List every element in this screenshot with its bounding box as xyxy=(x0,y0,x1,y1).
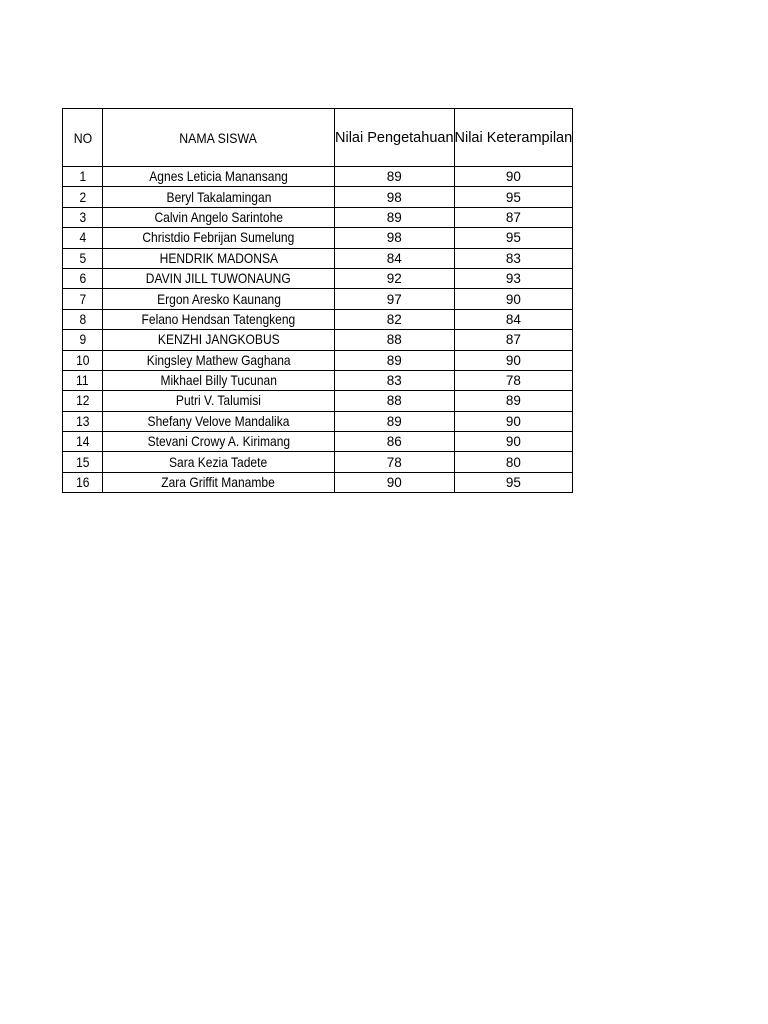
cell-no: 16 xyxy=(63,472,103,492)
cell-name: Ergon Aresko Kaunang xyxy=(103,289,335,309)
cell-pengetahuan: 98 xyxy=(335,228,455,248)
cell-keterampilan: 78 xyxy=(454,370,573,390)
cell-no: 6 xyxy=(63,268,103,288)
table-row xyxy=(63,391,573,411)
cell-no: 8 xyxy=(63,309,103,329)
table-row xyxy=(63,228,573,248)
cell-name: Agnes Leticia Manansang xyxy=(103,167,335,187)
cell-name: DAVIN JILL TUWONAUNG xyxy=(103,268,335,288)
header-keterampilan: Nilai Keterampilan xyxy=(454,109,573,167)
header-pengetahuan: Nilai Pengetahuan xyxy=(335,109,455,167)
cell-pengetahuan: 78 xyxy=(335,452,455,472)
cell-no: 3 xyxy=(63,207,103,227)
header-name xyxy=(103,109,335,167)
cell-pengetahuan: 84 xyxy=(335,248,455,268)
cell-pengetahuan: 97 xyxy=(335,289,455,309)
cell-pengetahuan: 90 xyxy=(335,472,455,492)
cell-pengetahuan: 82 xyxy=(335,309,455,329)
cell-name: Christdio Febrijan Sumelung xyxy=(103,228,335,248)
table-row xyxy=(63,268,573,288)
cell-name: Mikhael Billy Tucunan xyxy=(103,370,335,390)
cell-no: 2 xyxy=(63,187,103,207)
cell-name: KENZHI JANGKOBUS xyxy=(103,330,335,350)
table-row xyxy=(63,167,573,187)
cell-pengetahuan: 89 xyxy=(335,350,455,370)
cell-no: 14 xyxy=(63,432,103,452)
cell-keterampilan: 90 xyxy=(454,411,573,431)
cell-no: 7 xyxy=(63,289,103,309)
cell-keterampilan: 93 xyxy=(454,268,573,288)
table-row xyxy=(63,289,573,309)
table-header-row xyxy=(63,109,573,167)
cell-no: 13 xyxy=(63,411,103,431)
cell-no: 15 xyxy=(63,452,103,472)
cell-no: 10 xyxy=(63,350,103,370)
cell-pengetahuan: 89 xyxy=(335,411,455,431)
cell-pengetahuan: 89 xyxy=(335,207,455,227)
cell-name: Felano Hendsan Tatengkeng xyxy=(103,309,335,329)
table-row xyxy=(63,207,573,227)
cell-keterampilan: 90 xyxy=(454,167,573,187)
cell-no: 11 xyxy=(63,370,103,390)
table-row xyxy=(63,330,573,350)
cell-no: 9 xyxy=(63,330,103,350)
grade-sheet xyxy=(62,108,573,493)
student-grades-table xyxy=(62,108,573,493)
table-row xyxy=(63,472,573,492)
table-row xyxy=(63,370,573,390)
cell-keterampilan: 87 xyxy=(454,330,573,350)
table-row xyxy=(63,411,573,431)
table-row xyxy=(63,432,573,452)
cell-keterampilan: 90 xyxy=(454,432,573,452)
cell-keterampilan: 89 xyxy=(454,391,573,411)
cell-keterampilan: 95 xyxy=(454,187,573,207)
table-row xyxy=(63,452,573,472)
cell-name: Sara Kezia Tadete xyxy=(103,452,335,472)
header-no: NO xyxy=(65,109,100,167)
cell-keterampilan: 87 xyxy=(454,207,573,227)
cell-keterampilan: 84 xyxy=(454,309,573,329)
header-name-text: NAMA SISWA xyxy=(179,129,258,146)
cell-keterampilan: 83 xyxy=(454,248,573,268)
cell-pengetahuan: 88 xyxy=(335,330,455,350)
cell-no: 5 xyxy=(63,248,103,268)
table-row xyxy=(63,248,573,268)
cell-no: 4 xyxy=(63,228,103,248)
cell-pengetahuan: 83 xyxy=(335,370,455,390)
cell-name: Kingsley Mathew Gaghana xyxy=(103,350,335,370)
cell-pengetahuan: 88 xyxy=(335,391,455,411)
cell-name: Beryl Takalamingan xyxy=(103,187,335,207)
cell-name: Shefany Velove Mandalika xyxy=(103,411,335,431)
cell-name: Putri V. Talumisi xyxy=(103,391,335,411)
cell-name: Calvin Angelo Sarintohe xyxy=(103,207,335,227)
cell-keterampilan: 95 xyxy=(454,472,573,492)
cell-pengetahuan: 98 xyxy=(335,187,455,207)
cell-name: Zara Griffit Manambe xyxy=(103,472,335,492)
cell-keterampilan: 95 xyxy=(454,228,573,248)
cell-no: 12 xyxy=(63,391,103,411)
cell-pengetahuan: 86 xyxy=(335,432,455,452)
cell-keterampilan: 90 xyxy=(454,350,573,370)
cell-no: 1 xyxy=(63,167,103,187)
cell-pengetahuan: 92 xyxy=(335,268,455,288)
table-row xyxy=(63,350,573,370)
cell-keterampilan: 90 xyxy=(454,289,573,309)
cell-name: Stevani Crowy A. Kirimang xyxy=(103,432,335,452)
table-row xyxy=(63,309,573,329)
cell-pengetahuan: 89 xyxy=(335,167,455,187)
table-row xyxy=(63,187,573,207)
cell-keterampilan: 80 xyxy=(454,452,573,472)
cell-name: HENDRIK MADONSA xyxy=(103,248,335,268)
